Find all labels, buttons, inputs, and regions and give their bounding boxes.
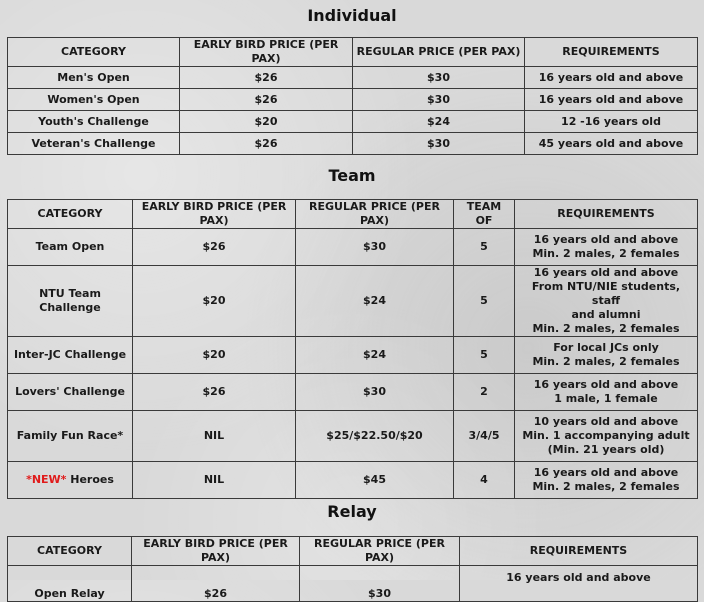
category-cell: Women's Open	[8, 89, 180, 111]
early-price-cell: $20	[180, 111, 353, 133]
column-header: REGULAR PRICE (PER PAX)	[353, 38, 525, 67]
team-title: Team	[328, 166, 376, 185]
relay-table	[7, 536, 698, 602]
early-price-cell: $26	[132, 566, 300, 602]
column-header: TEAM OF	[454, 200, 515, 229]
category-cell: Open Relay	[8, 566, 132, 602]
individual-title: Individual	[307, 6, 397, 25]
regular-price-cell: $24	[296, 337, 454, 374]
column-header: REQUIREMENTS	[525, 38, 698, 67]
category-label: Heroes	[70, 473, 114, 486]
regular-price-cell: $30	[296, 229, 454, 266]
requirement-line: 16 years old and above	[533, 266, 679, 279]
regular-price-cell: $24	[353, 111, 525, 133]
requirements-cell	[515, 374, 698, 411]
column-header: REGULAR PRICE (PER PAX)	[296, 200, 454, 229]
team-table	[7, 199, 698, 499]
team-size-cell: 2	[454, 374, 515, 411]
requirements-cell: 16 years old and above	[460, 566, 698, 602]
category-cell: Lovers' Challenge	[8, 374, 133, 411]
category-cell: Men's Open	[8, 67, 180, 89]
requirements-cell: 12 -16 years old	[525, 111, 698, 133]
category-cell: Inter-JC Challenge	[8, 337, 133, 374]
early-price-cell: NIL	[133, 411, 296, 462]
requirement-line: Min. 2 males, 2 females	[532, 355, 680, 368]
table-row	[8, 133, 698, 155]
table-header-row	[8, 38, 698, 67]
requirement-line: Min. 2 males, 2 females	[532, 247, 680, 260]
category-cell	[8, 462, 133, 499]
requirements-cell	[515, 337, 698, 374]
regular-price-cell: $24	[296, 266, 454, 337]
early-price-cell: $20	[133, 266, 296, 337]
column-header: REGULAR PRICE (PER PAX)	[300, 537, 460, 566]
team-size-cell: 5	[454, 337, 515, 374]
table-row	[8, 374, 698, 411]
table-row	[8, 229, 698, 266]
column-header: EARLY BIRD PRICE (PER PAX)	[132, 537, 300, 566]
table-row	[8, 266, 698, 337]
team-size-cell: 3/4/5	[454, 411, 515, 462]
early-price-cell: $26	[180, 89, 353, 111]
requirements-cell	[515, 411, 698, 462]
regular-price-cell: $30	[296, 374, 454, 411]
requirement-line: 16 years old and above	[533, 466, 679, 479]
regular-price-cell: $25/$22.50/$20	[296, 411, 454, 462]
regular-price-cell: $30	[353, 67, 525, 89]
requirement-line: 10 years old and above	[533, 415, 679, 428]
requirements-cell: 45 years old and above	[525, 133, 698, 155]
team-size-cell: 5	[454, 266, 515, 337]
requirement-line: (Min. 21 years old)	[547, 443, 665, 456]
category-cell: NTU Team Challenge	[8, 266, 133, 337]
requirement-line: 1 male, 1 female	[554, 392, 658, 405]
regular-price-cell: $30	[300, 566, 460, 602]
category-cell: Team Open	[8, 229, 133, 266]
requirement-line: Min. 2 males, 2 females	[532, 480, 680, 493]
early-price-cell: $26	[133, 229, 296, 266]
table-row	[8, 462, 698, 499]
column-header: CATEGORY	[8, 38, 180, 67]
early-price-cell: $20	[133, 337, 296, 374]
regular-price-cell: $30	[353, 133, 525, 155]
requirements-cell: 16 years old and above	[525, 67, 698, 89]
table-row	[8, 566, 698, 602]
column-header: EARLY BIRD PRICE (PER PAX)	[180, 38, 353, 67]
requirement-line: Min. 1 accompanying adult	[522, 429, 690, 442]
requirements-cell: 16 years old and above	[525, 89, 698, 111]
requirements-cell	[515, 266, 698, 337]
requirements-cell	[515, 229, 698, 266]
early-price-cell: $26	[180, 67, 353, 89]
column-header: EARLY BIRD PRICE (PER PAX)	[133, 200, 296, 229]
regular-price-cell: $45	[296, 462, 454, 499]
column-header: REQUIREMENTS	[460, 537, 698, 566]
requirement-line: From NTU/NIE students, staff	[531, 280, 681, 307]
requirement-line: For local JCs only	[553, 341, 659, 354]
table-row	[8, 67, 698, 89]
new-tag: *NEW*	[26, 473, 67, 486]
table-row	[8, 89, 698, 111]
early-price-cell: $26	[180, 133, 353, 155]
team-size-cell: 4	[454, 462, 515, 499]
team-size-cell: 5	[454, 229, 515, 266]
relay-title: Relay	[327, 502, 377, 521]
column-header: REQUIREMENTS	[515, 200, 698, 229]
table-header-row	[8, 537, 698, 566]
requirement-line: 16 years old and above	[533, 378, 679, 391]
table-row	[8, 337, 698, 374]
early-price-cell: $26	[133, 374, 296, 411]
column-header: CATEGORY	[8, 537, 132, 566]
category-cell: Family Fun Race*	[8, 411, 133, 462]
category-cell: Youth's Challenge	[8, 111, 180, 133]
regular-price-cell: $30	[353, 89, 525, 111]
early-price-cell: NIL	[133, 462, 296, 499]
table-row	[8, 111, 698, 133]
table-header-row	[8, 200, 698, 229]
requirement-line: and alumni	[571, 308, 641, 321]
category-cell: Veteran's Challenge	[8, 133, 180, 155]
table-row	[8, 411, 698, 462]
column-header: CATEGORY	[8, 200, 133, 229]
requirements-cell	[515, 462, 698, 499]
requirement-line: 16 years old and above	[533, 233, 679, 246]
requirement-line: Min. 2 males, 2 females	[532, 322, 680, 335]
individual-table	[7, 37, 698, 155]
